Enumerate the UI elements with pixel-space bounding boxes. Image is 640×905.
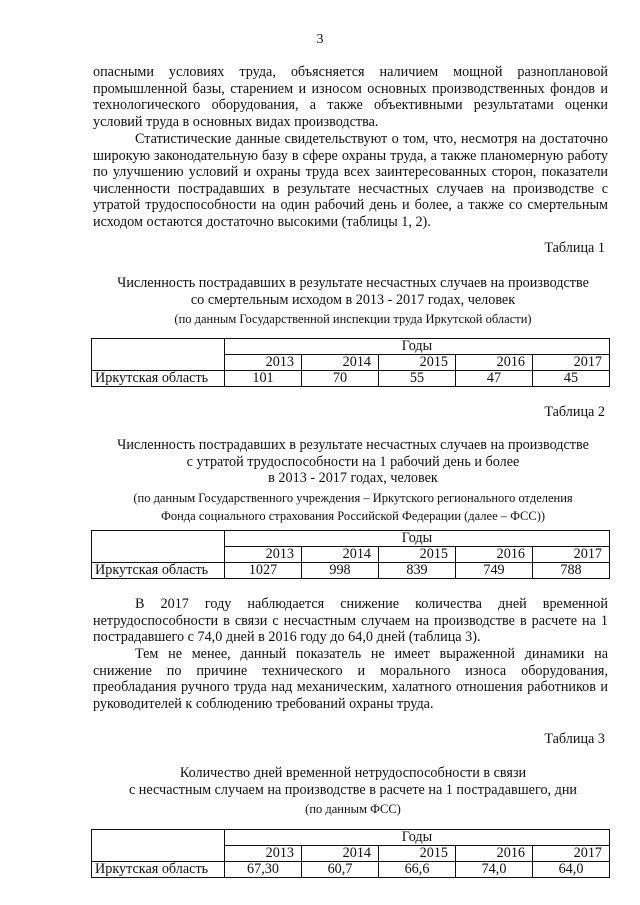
paragraph-2: Статистические данные свидетельствуют о том, что, несмотря на достаточно широкую законодательную базу в сфере охраны труда, а также планомерную работу по улучшению условий и охраны труда всех заинтересованных сторон, показатели численности пострадавших в результате несчастных случаев на производстве с утратой трудоспособности на один рабочий день и более, а также со смертельным исходом остаются достаточно высокими (таблицы 1, 2). <box>93 131 608 230</box>
table-3-corner-cell <box>92 830 225 862</box>
table-3-title-line: Количество дней временной нетрудоспособности в связи <box>179 765 527 781</box>
table-1-title-line: Численность пострадавших в результате несчастных случаев на производстве <box>117 275 589 291</box>
table-1-title-line: со смертельным исходом в 2013 - 2017 годах, человек <box>190 291 516 308</box>
table-1-year: 2013 <box>225 355 302 371</box>
paragraph-4: Тем не менее, данный показатель не имеет выраженной динамики на снижение по причине технического и морального износа оборудования, преобладания ручного труда над механическим, халатного отношения работников и руководителей к соблюдению требований охраны труда. <box>93 646 608 712</box>
table-2-region: Иркутская область <box>92 563 225 579</box>
table-3-value: 74,0 <box>456 862 533 878</box>
table-3-value: 66,6 <box>379 862 456 878</box>
table-1-value: 101 <box>225 371 302 387</box>
table-2-label: Таблица 2 <box>544 404 605 420</box>
table-1-year: 2015 <box>379 355 456 371</box>
table-1-label: Таблица 1 <box>544 240 605 256</box>
table-1-value: 45 <box>533 371 610 387</box>
paragraph-3: В 2017 году наблюдается снижение количества дней временной нетрудоспособности в связи с несчастным случаем на производстве в расчете на 1 пострадавшего с 74,0 дней в 2016 году до 64,0 дней (таблица 3). <box>93 596 608 645</box>
table-2-year: 2014 <box>302 547 379 563</box>
table-2-title-line: в 2013 - 2017 годах, человек <box>268 470 438 486</box>
table-3-value: 64,0 <box>533 862 610 878</box>
paragraph-1: опасными условиях труда, объясняется наличием мощной разноплановой промышленной базы, старением и износом основных производственных фондов и технологического оборудования, а также объективными результатами оценки условий труда в основных видах производства. <box>93 64 608 130</box>
table-2-year: 2016 <box>456 547 533 563</box>
table-1-year: 2014 <box>302 355 379 371</box>
page-number: 3 <box>316 32 324 47</box>
table-3-year: 2014 <box>302 846 379 862</box>
table-3-year: 2015 <box>379 846 456 862</box>
table-2-title-line: с утратой трудоспособности на 1 рабочий день и более <box>186 453 520 470</box>
table-1-title <box>60 275 640 328</box>
table-2-year: 2013 <box>225 547 302 563</box>
table-2-source: (по данным Государственного учреждения – Иркутского регионального отделения <box>133 490 573 505</box>
table-2-value: 839 <box>379 563 456 579</box>
table-2-value: 788 <box>533 563 610 579</box>
table-3-year: 2013 <box>225 846 302 862</box>
table-2-title-line: Численность пострадавших в результате несчастных случаев на производстве <box>117 437 589 453</box>
table-3-source: (по данным ФСС) <box>305 802 401 816</box>
table-1-value: 70 <box>302 371 379 387</box>
table-1-source: (по данным Государственной инспекции труда Иркутской области) <box>174 312 532 326</box>
table-1-corner-cell <box>92 339 225 371</box>
table-1-value: 55 <box>379 371 456 387</box>
table-3-year: 2017 <box>533 846 610 862</box>
table-2-corner-cell <box>92 531 225 563</box>
table-1-region: Иркутская область <box>92 371 225 387</box>
table-3-value: 67,30 <box>225 862 302 878</box>
table-3-title-line: с несчастным случаем на производстве в расчете на 1 пострадавшего, дни <box>128 781 578 798</box>
table-3 <box>91 829 610 878</box>
table-1 <box>91 338 610 387</box>
table-2-source: Фонда социального страхования Российской Федерации (далее – ФСС)) <box>160 509 546 523</box>
table-3-value: 60,7 <box>302 862 379 878</box>
table-3-label: Таблица 3 <box>544 731 605 747</box>
table-2-value: 998 <box>302 563 379 579</box>
table-3-year: 2016 <box>456 846 533 862</box>
table-3-title <box>60 765 640 818</box>
table-2-title <box>60 437 640 525</box>
table-2-year: 2017 <box>533 547 610 563</box>
table-2-value: 749 <box>456 563 533 579</box>
table-2-year: 2015 <box>379 547 456 563</box>
table-1-year: 2016 <box>456 355 533 371</box>
table-3-header: Годы <box>225 830 610 846</box>
table-2 <box>91 530 610 579</box>
table-3-region: Иркутская область <box>92 862 225 878</box>
table-2-value: 1027 <box>225 563 302 579</box>
table-1-year: 2017 <box>533 355 610 371</box>
table-1-value: 47 <box>456 371 533 387</box>
table-1-header: Годы <box>225 339 610 355</box>
table-2-header: Годы <box>225 531 610 547</box>
